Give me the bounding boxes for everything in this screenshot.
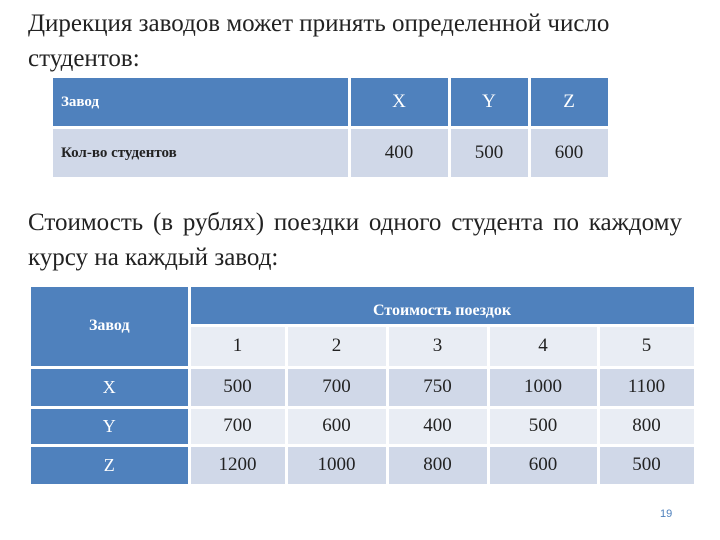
cost-table-group-header-row: [31, 287, 695, 325]
student-count-y: 500: [449, 128, 529, 179]
page-number: 19: [660, 508, 673, 520]
cost-cell: 700: [189, 407, 286, 445]
course-header: 5: [598, 325, 695, 367]
course-header: 2: [286, 325, 387, 367]
factory-row-label: Z: [31, 445, 189, 485]
course-header: 1: [189, 325, 286, 367]
students-table-data-row: [53, 128, 609, 179]
cost-row-x: [31, 367, 695, 407]
student-count-z: 600: [529, 128, 609, 179]
cost-cell: 500: [488, 407, 598, 445]
cost-cell: 800: [598, 407, 695, 445]
factory-header-z: Z: [529, 78, 609, 128]
cost-cell: 600: [488, 445, 598, 485]
intro-paragraph: Дирекция заводов может принять определенной число студентов:: [28, 10, 610, 72]
course-header: 3: [387, 325, 488, 367]
student-count-x: 400: [349, 128, 449, 179]
cost-row-z: [31, 445, 695, 485]
cost-paragraph: Стоимость (в рублях) поездки одного студента по каждому курсу на каждый завод:: [28, 209, 682, 271]
cost-cell: 400: [387, 407, 488, 445]
cost-cell: 1100: [598, 367, 695, 407]
cost-cell: 1000: [286, 445, 387, 485]
cost-cell: 750: [387, 367, 488, 407]
factory-header-y: Y: [449, 78, 529, 128]
cost-cell: 500: [598, 445, 695, 485]
cost-cell: 1000: [488, 367, 598, 407]
cost-cell: 700: [286, 367, 387, 407]
cost-cell: 600: [286, 407, 387, 445]
cost-corner-label: Завод: [31, 287, 189, 367]
student-count-label: Кол-во студентов: [53, 128, 349, 179]
factory-row-label: Y: [31, 407, 189, 445]
students-table: [53, 78, 611, 180]
course-header: 4: [488, 325, 598, 367]
students-table-header-row: [53, 78, 609, 128]
factory-row-label: X: [31, 367, 189, 407]
cost-row-y: [31, 407, 695, 445]
cost-cell: 500: [189, 367, 286, 407]
cost-cell: 800: [387, 445, 488, 485]
cost-cell: 1200: [189, 445, 286, 485]
cost-table: [31, 287, 697, 487]
cost-group-header: Стоимость поездок: [189, 287, 695, 325]
factory-header-label: Завод: [53, 78, 349, 128]
factory-header-x: X: [349, 78, 449, 128]
